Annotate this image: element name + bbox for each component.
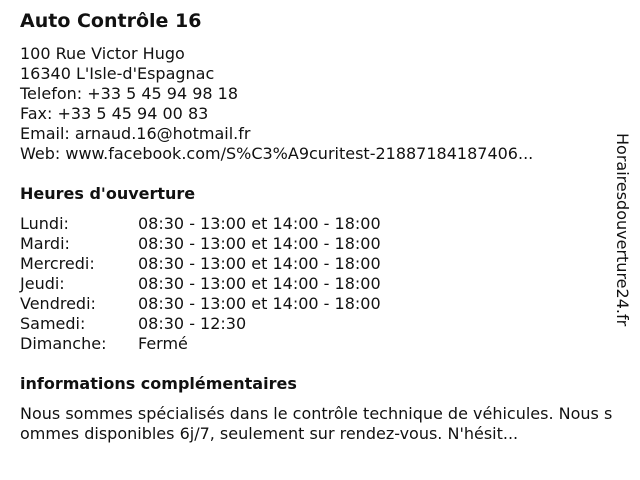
hours-day: Samedi: [20, 314, 86, 333]
address-line-1: 100 Rue Victor Hugo [20, 44, 185, 63]
info-heading: informations complémentaires [20, 374, 297, 393]
hours-time: Fermé [138, 334, 188, 353]
business-name: Auto Contrôle 16 [20, 10, 202, 32]
hours-time: 08:30 - 12:30 [138, 314, 247, 333]
hours-time: 08:30 - 13:00 et 14:00 - 18:00 [138, 214, 381, 233]
hours-row-mardi [20, 234, 381, 254]
website-link: Web: www.facebook.com/S%C3%A9curitest-21887184187406... [20, 144, 534, 163]
hours-day: Mercredi: [20, 254, 95, 273]
phone-number: Telefon: +33 5 45 94 98 18 [20, 84, 239, 103]
hours-row-jeudi [20, 274, 381, 294]
hours-day: Mardi: [20, 234, 70, 253]
fax-number: Fax: +33 5 45 94 00 83 [20, 104, 209, 123]
contact-block [20, 44, 533, 164]
hours-day: Jeudi: [20, 274, 65, 293]
hours-time: 08:30 - 13:00 et 14:00 - 18:00 [138, 254, 381, 273]
hours-row-lundi [20, 214, 381, 234]
hours-time: 08:30 - 13:00 et 14:00 - 18:00 [138, 294, 381, 313]
address-line-2: 16340 L'Isle-d'Espagnac [20, 64, 215, 83]
hours-row-vendredi [20, 294, 381, 314]
hours-row-samedi [20, 314, 381, 334]
email-address: Email: arnaud.16@hotmail.fr [20, 124, 251, 143]
hours-heading: Heures d'ouverture [20, 184, 196, 203]
info-text: Nous sommes spécialisés dans le contrôle technique de véhicules. Nous sommes disponibles 6j/7, seulement sur rendez-vous. N'hésit... [20, 404, 613, 443]
watermark-text: Horairesdouverture24.fr [613, 133, 632, 327]
hours-time: 08:30 - 13:00 et 14:00 - 18:00 [138, 274, 381, 293]
hours-table [20, 214, 381, 354]
hours-day: Lundi: [20, 214, 69, 233]
hours-day: Dimanche: [20, 334, 107, 353]
hours-time: 08:30 - 13:00 et 14:00 - 18:00 [138, 234, 381, 253]
hours-day: Vendredi: [20, 294, 96, 313]
watermark [612, 133, 634, 373]
hours-row-mercredi [20, 254, 381, 274]
hours-row-dimanche [20, 334, 381, 354]
